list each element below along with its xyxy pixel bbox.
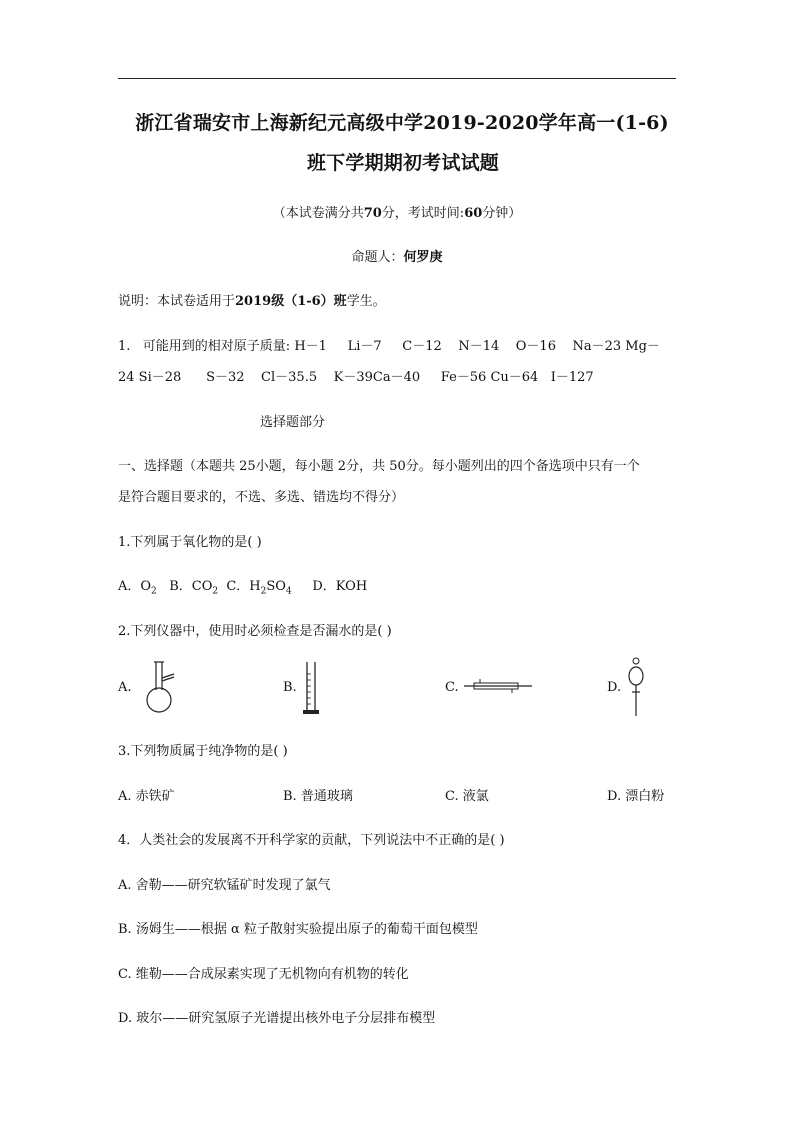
score-info-post: 分钟）: [482, 206, 522, 221]
score-info-mid: 分，考试时间:: [381, 206, 465, 221]
score-info: [118, 202, 676, 221]
q4-option-b: B. 汤姆生——根据 α 粒子散射实验提出原子的葡萄干面包模型: [118, 922, 478, 937]
section-intro-line1: 一、选择题（本题共 25小题，每小题 2分，共 50分。每小题列出的四个备选项中只有一个: [118, 459, 640, 474]
q4-option-c: C. 维勒——合成尿素实现了无机物向有机物的转化: [118, 967, 409, 982]
q4-option-a: A. 舍勒——研究软锰矿时发现了氯气: [118, 878, 331, 893]
author-line: [118, 246, 676, 265]
exam-title-line1: 浙江省瑞安市上海新纪元高级中学2019-2020学年高一(1-6): [135, 112, 669, 134]
atomic-mass-line2: 24 Si－28 S－32 Cl－35.5 K－39Ca－40 Fe－56 Cu－64 I－127: [118, 370, 594, 385]
q1-option-b: B．$CO_2$: [169, 579, 219, 597]
atomic-mass-line1: 1. 可能用到的相对原子质量: H－1 Li－7 C－12 N－14 O－16 Na－23 Mg－: [118, 339, 660, 354]
time-total: 60: [464, 206, 483, 221]
q3-options: [118, 785, 678, 805]
q1-option-d: D．KOH: [312, 579, 368, 594]
q3-option-a: A. 赤铁矿: [118, 789, 175, 804]
q3-option-b: B. 普通玻璃: [283, 789, 353, 804]
q2-option-a-label: A.: [118, 680, 132, 695]
applies-note: [118, 290, 386, 309]
score-info-pre: （本试卷满分共: [272, 206, 364, 221]
author-name: 何罗庚: [403, 250, 443, 265]
part-title: 选择题部分: [260, 415, 326, 430]
applies-post: 学生。: [346, 294, 386, 309]
q3-option-c: C. 液氯: [445, 789, 489, 804]
distillation-flask-icon: [140, 660, 180, 716]
header-rule: [118, 78, 676, 79]
q3-stem: 3.下列物质属于纯净物的是( ): [118, 744, 288, 759]
q1-option-c: C．$H_2SO_4$: [226, 579, 292, 597]
graduated-cylinder-icon: [300, 660, 324, 716]
applies-pre: 说明：本试卷适用于: [118, 294, 236, 309]
q2-option-c-label: C.: [445, 680, 459, 695]
condenser-icon: [462, 676, 534, 696]
q1-option-a: A．$O_2$: [118, 579, 157, 597]
q2-option-b-label: B.: [283, 680, 297, 695]
q1-options: [118, 575, 367, 597]
section-intro-line2: 是符合题目要求的，不选、多选、错选均不得分）: [118, 490, 405, 505]
q2-stem: 2.下列仪器中，使用时必须检查是否漏水的是( ): [118, 624, 392, 639]
exam-title-line2: 班下学期期初考试试题: [306, 152, 499, 174]
q4-stem: 4．人类社会的发展离不开科学家的贡献，下列说法中不正确的是( ): [118, 833, 505, 848]
q2-option-d-label: D.: [607, 680, 622, 695]
separatory-funnel-icon: [626, 656, 646, 718]
q3-option-d: D. 漂白粉: [607, 789, 665, 804]
applies-class: 2019级（1-6）班: [235, 294, 347, 309]
q4-option-d: D. 玻尔——研究氢原子光谱提出核外电子分层排布模型: [118, 1011, 436, 1026]
q1-stem: 1.下列属于氧化物的是( ): [118, 535, 262, 550]
author-label: 命题人：: [351, 250, 404, 265]
score-total: 70: [363, 206, 382, 221]
